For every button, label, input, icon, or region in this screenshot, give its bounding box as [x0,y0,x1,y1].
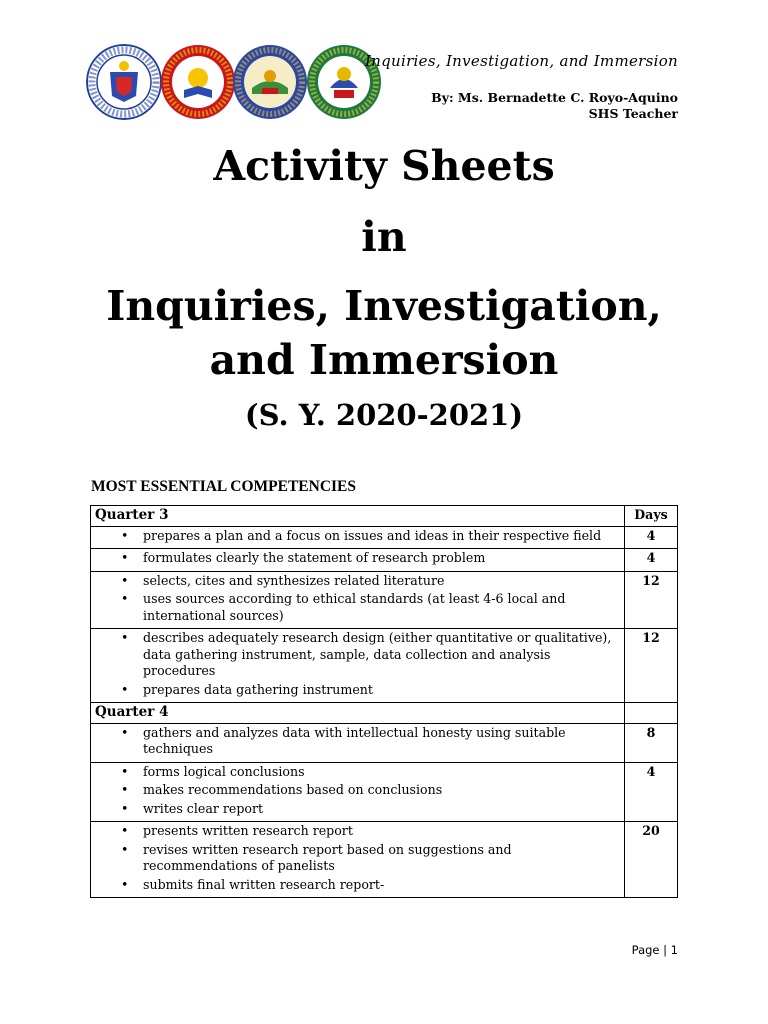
competency-list [95,764,620,818]
quarter-header-row [91,703,678,724]
competency-cell [91,571,625,629]
competency-item: • presents written research report [119,823,620,840]
competency-item: • makes recommendations based on conclusions [119,782,620,799]
page-number: Page | 1 [631,943,678,957]
competency-row [91,549,678,572]
competency-list [95,823,620,893]
title-line-1: Activity Sheets [213,142,555,190]
division-of-laguna-seal-icon [232,44,308,120]
competency-item: • prepares a plan and a focus on issues and ideas in their respective field [119,528,620,545]
quarter-header-row [91,506,678,527]
competency-item: • gathers and analyzes data with intellectual honesty using suitable techniques [119,725,620,758]
logo-row [86,40,386,126]
days-value: 8 [625,723,678,762]
competency-list [95,528,620,545]
days-value: 12 [625,629,678,703]
course-title-header: Inquiries, Investigation, and Immersion [364,52,678,70]
competency-list [95,725,620,758]
competency-cell [91,762,625,822]
title-line-4: and Immersion [209,336,559,384]
competency-row [91,526,678,549]
section-heading: MOST ESSENTIAL COMPETENCIES [91,478,357,495]
competencies-table [90,505,678,898]
days-header: Days [625,506,678,527]
author-byline [431,90,678,122]
competency-row [91,723,678,762]
competency-row [91,629,678,703]
competency-item: • describes adequately research design (either quantitative or qualitative), data gathering instrument, sample, data collection and analysis procedures [119,630,620,680]
school-year: (S. Y. 2020-2021) [244,398,524,432]
region-iv-a-seal-icon [160,44,236,120]
competency-row [91,762,678,822]
days-value: 4 [625,549,678,572]
quarter-label: Quarter 3 [91,506,625,527]
competency-list [95,550,620,567]
competency-cell [91,723,625,762]
competency-item: • forms logical conclusions [119,764,620,781]
deped-seal-icon [86,44,162,120]
author-role: SHS Teacher [588,106,678,121]
competency-list [95,573,620,625]
days-header [625,703,678,724]
competency-cell [91,549,625,572]
competency-item: • writes clear report [119,801,620,818]
competency-item: • submits final written research report- [119,877,620,894]
competency-list [95,630,620,698]
competency-cell [91,629,625,703]
title-line-2: in [361,213,407,261]
author-name: By: Ms. Bernadette C. Royo-Aquino [431,90,678,105]
days-value: 4 [625,526,678,549]
competency-item: • prepares data gathering instrument [119,682,620,699]
days-value: 4 [625,762,678,822]
days-value: 12 [625,571,678,629]
competency-cell [91,526,625,549]
days-value: 20 [625,822,678,898]
competency-row [91,822,678,898]
competency-item: • revises written research report based on suggestions and recommendations of panelists [119,842,620,875]
competency-cell [91,822,625,898]
competency-item: • selects, cites and synthesizes related literature [119,573,620,590]
title-line-3: Inquiries, Investigation, [106,282,662,330]
competency-item: • formulates clearly the statement of research problem [119,550,620,567]
competency-item: • uses sources according to ethical standards (at least 4-6 local and international sources) [119,591,620,624]
quarter-label: Quarter 4 [91,703,625,724]
competency-row [91,571,678,629]
